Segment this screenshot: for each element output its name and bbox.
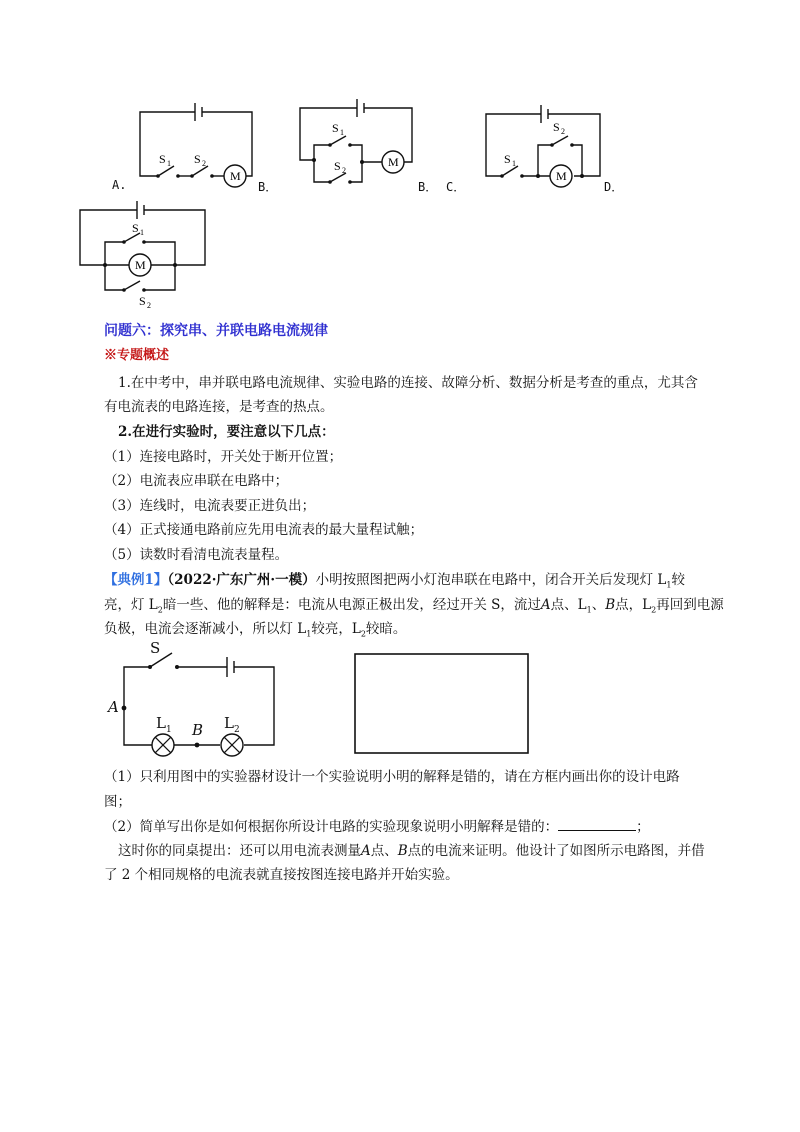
- question-2: （2）简单写出你是如何根据你所设计电路的实验现象说明小明解释是错的： ；: [104, 819, 650, 835]
- svg-text:2: 2: [561, 127, 565, 136]
- svg-text:1: 1: [140, 228, 144, 237]
- question-1-line-2: 图；: [104, 794, 131, 810]
- node-a-label: A: [108, 698, 119, 716]
- motor-label: M: [230, 169, 241, 183]
- example-line-2: 亮，灯 $L_2$暗一些、他的解释是：电流从电源正极出发，经过开关 S，流过A点、$L_1$、B点，$L_2$再回到电源: [104, 597, 724, 615]
- label-s1: S: [159, 152, 166, 166]
- list-item-5: （5）读数时看清电流表量程。: [104, 547, 289, 563]
- svg-text:S: S: [334, 159, 341, 173]
- followup-line-1: 这时你的同桌提出：还可以用电流表测量A点、B点的电流来证明。他设计了如图所示电路图，并借: [118, 843, 705, 859]
- option-a-label: A.: [112, 178, 127, 192]
- svg-text:M: M: [556, 169, 567, 183]
- svg-text:M: M: [388, 155, 399, 169]
- svg-text:M: M: [135, 258, 146, 272]
- switch-s-label: S: [150, 639, 161, 657]
- option-b-label: B．: [258, 180, 278, 194]
- lamp-l1-label: $L_1$: [156, 714, 172, 735]
- node-a: [122, 706, 127, 711]
- svg-text:S: S: [139, 294, 146, 308]
- followup-line-2: 了 2 个相同规格的电流表就直接按图连接电路并开始实验。: [104, 867, 459, 883]
- paragraph-1-line-2: 有电流表的电路连接，是考查的热点。: [104, 399, 334, 415]
- svg-text:S: S: [504, 152, 511, 166]
- node-b-label: B: [192, 721, 204, 739]
- list-item-4: （4）正式接通电路前应先用电流表的最大量程试触；: [104, 522, 424, 538]
- drawing-box[interactable]: [355, 654, 528, 753]
- node-b: [195, 743, 200, 748]
- svg-text:1: 1: [167, 159, 171, 168]
- option-c-label: C．: [446, 180, 466, 194]
- svg-text:S: S: [553, 120, 560, 134]
- list-item-2: （2）电流表应串联在电路中；: [104, 473, 289, 489]
- example-tag: 【典例1】: [104, 572, 168, 588]
- example-line-1: 【典例1】（2022·广东广州·一模）小明按照图把两小灯泡串联在电路中，闭合开关后发现灯 $L_1$较: [104, 572, 685, 590]
- overview-label: ※专题概述: [104, 348, 170, 363]
- lamp-l2-label: $L_2$: [224, 714, 240, 735]
- svg-text:1: 1: [340, 128, 344, 137]
- svg-text:1: 1: [512, 159, 516, 168]
- label-s2: S: [194, 152, 201, 166]
- option-d-label: D．: [604, 180, 624, 194]
- option-b2-label: B．: [418, 180, 438, 194]
- paragraph-2: 2.在进行实验时，要注意以下几点：: [118, 424, 335, 440]
- svg-text:2: 2: [202, 159, 206, 168]
- svg-text:S: S: [132, 221, 139, 235]
- example-line-3: 负极，电流会逐渐减小，所以灯 $L_1$较亮，$L_2$较暗。: [104, 621, 407, 639]
- question-1-line-1: （1）只利用图中的实验器材设计一个实验说明小明的解释是错的，请在方框内画出你的设计电路: [104, 769, 680, 785]
- svg-text:S: S: [332, 121, 339, 135]
- answer-blank[interactable]: [558, 817, 636, 831]
- list-item-3: （3）连线时，电流表要正进负出；: [104, 498, 316, 514]
- section-title: 问题六：探究串、并联电路电流规律: [104, 323, 328, 339]
- paragraph-1-line-1: 1.在中考中，串并联电路电流规律、实验电路的连接、故障分析、数据分析是考查的重点，尤其含: [118, 375, 698, 391]
- list-item-1: （1）连接电路时，开关处于断开位置；: [104, 449, 343, 465]
- example-source: （2022·广东广州·一模）: [167, 572, 316, 588]
- svg-text:2: 2: [147, 301, 151, 310]
- svg-text:2: 2: [342, 166, 346, 175]
